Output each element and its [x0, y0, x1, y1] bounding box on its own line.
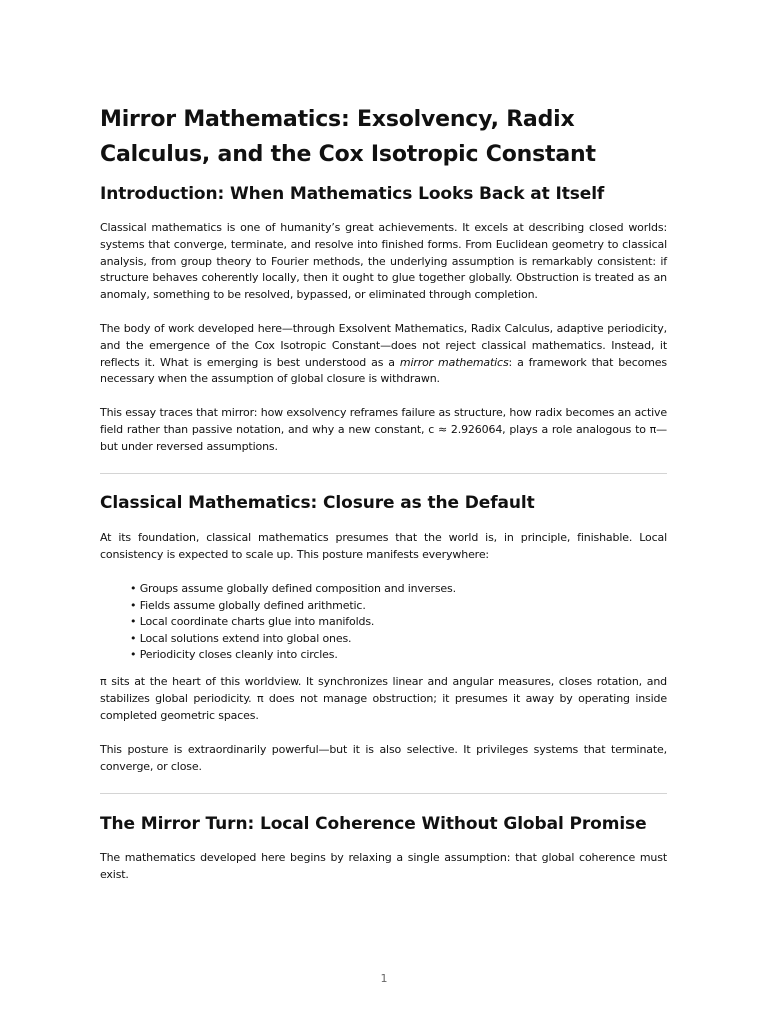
page-number: 1	[380, 972, 388, 985]
section-divider	[100, 793, 667, 794]
list-item: • Groups assume globally defined composition and inverses.	[130, 581, 456, 598]
document-title: Mirror Mathematics: Exsolvency, Radix Calculus, and the Cox Isotropic Constant	[100, 107, 596, 167]
section-heading-mirror-turn: The Mirror Turn: Local Coherence Without Global Promise	[100, 814, 647, 834]
classical-list	[130, 581, 456, 664]
list-item: • Fields assume globally defined arithmetic.	[130, 598, 456, 615]
list-item: • Local solutions extend into global ones.	[130, 631, 456, 648]
section-heading-classical: Classical Mathematics: Closure as the Default	[100, 493, 535, 513]
classical-paragraph-2: This posture is extraordinarily powerful—but it is also selective. It privileges systems that terminate, converge, or close.	[100, 743, 667, 773]
intro-paragraph-3: This essay traces that mirror: how exsolvency reframes failure as structure, how radix becomes an active field rather than passive notation, and why a new constant, c ≈ 2.926064, plays a role analogous to π—but under reversed assumptions.	[100, 406, 667, 453]
section-heading-introduction: Introduction: When Mathematics Looks Back at Itself	[100, 184, 605, 204]
intro-paragraph-2-emphasis: mirror mathematics	[399, 355, 509, 369]
section-divider	[100, 473, 667, 474]
list-item: • Local coordinate charts glue into manifolds.	[130, 614, 456, 631]
intro-paragraph-2-text: The body of work developed here—through Exsolvent Mathematics, Radix Calculus, adaptive periodicity, and the emergence of the Cox Isotropic Constant—does not reject classical mathematics. Instead, it reflects it. What is emerging is best understood as a	[100, 322, 667, 369]
list-item: • Periodicity closes cleanly into circles.	[130, 647, 456, 664]
intro-paragraph-2-tail: : a framework that becomes necessary when the assumption of global closure is withdrawn.	[100, 355, 668, 386]
intro-paragraph-2	[100, 321, 667, 388]
intro-paragraph-1: Classical mathematics is one of humanity’s great achievements. It excels at describing closed worlds: systems that converge, terminate, and resolve into finished forms. From Euclidean geometry to classical analysis, from group theory to Fourier methods, the underlying assumption is remarkably consistent: if structure behaves coherently locally, then it ought to glue together globally. Obstruction is treated as an anomaly, something to be resolved, bypassed, or eliminated through completion.	[100, 221, 667, 302]
classical-intro-paragraph: At its foundation, classical mathematics presumes that the world is, in principle, finishable. Local consistency is expected to scale up. This posture manifests everywhere:	[100, 531, 667, 561]
mirror-turn-paragraph-1: The mathematics developed here begins by relaxing a single assumption: that global coherence must exist.	[100, 851, 667, 881]
classical-paragraph-1: π sits at the heart of this worldview. It synchronizes linear and angular measures, closes rotation, and stabilizes global periodicity. π does not manage obstruction; it presumes it away by operating inside completed geometric spaces.	[100, 675, 667, 722]
